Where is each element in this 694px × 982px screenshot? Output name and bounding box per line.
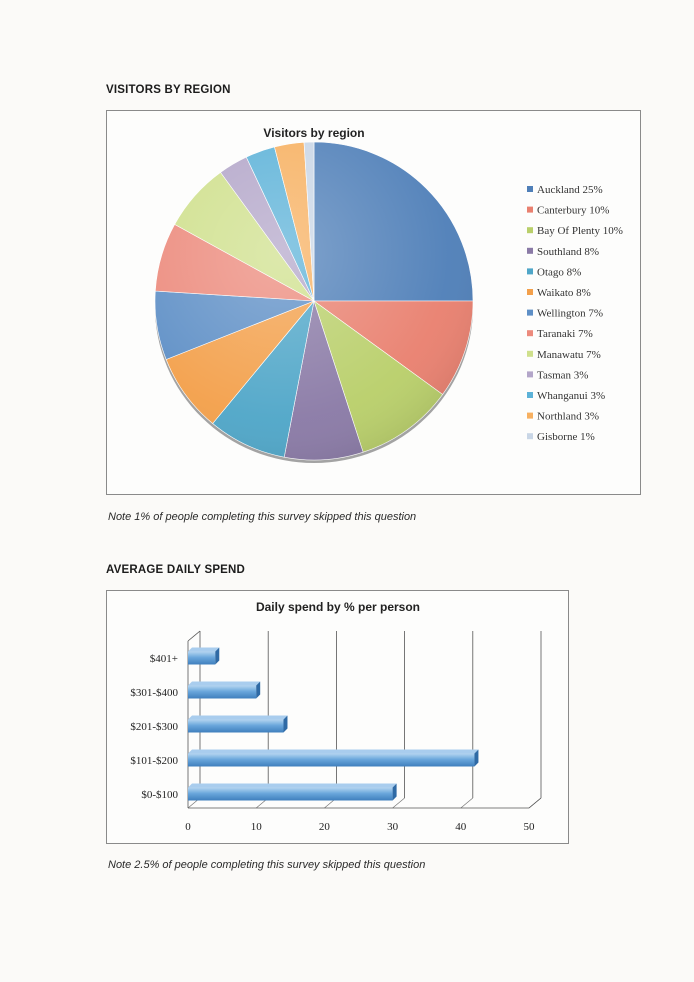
x-tick-label-10: 10 [250,821,262,833]
y-tick-label-401: $401+ [149,653,178,665]
legend-swatch-tasman [527,371,533,377]
bar-201-300 [188,716,287,733]
pie-chart [107,111,640,494]
legend-swatch-auckland [527,186,533,192]
legend-swatch-bay-of-plenty [527,227,533,233]
x-axis-depth-line [529,798,541,808]
pie-chart-frame [106,110,641,495]
legend-label-wellington: Wellington 7% [537,307,604,320]
x-tick-label-50: 50 [523,821,535,833]
legend-label-northland: Northland 3% [537,410,600,423]
y-axis-depth-line [188,631,200,641]
bar-101-200 [188,750,478,767]
bar-0-100 [188,784,397,801]
legend-label-southland: Southland 8% [537,245,600,258]
bar-top-301-400 [188,682,260,686]
bar-301-400 [188,682,260,699]
y-tick-label-201-300: $201-$300 [130,721,178,733]
y-tick-label-101-200: $101-$200 [130,755,178,767]
legend-swatch-northland [527,413,533,419]
legend-label-taranaki: Taranaki 7% [537,328,593,341]
bar-chart-title: Daily spend by % per person [255,600,421,614]
pie-chart-title: Visitors by region [263,126,365,140]
spend-heading: AVERAGE DAILY SPEND [106,564,246,576]
legend-swatch-southland [527,248,533,254]
legend-label-manawatu: Manawatu 7% [537,348,601,361]
legend-label-gisborne: Gisborne 1% [537,431,595,444]
y-tick-label-0-100: $0-$100 [141,789,178,801]
bar-front-0-100 [188,788,393,801]
legend-label-waikato: Waikato 8% [537,287,591,299]
bar-front-201-300 [188,720,283,733]
x-tick-label-20: 20 [318,821,330,833]
bar-chart-frame [106,590,569,844]
bar-front-401 [188,652,215,665]
bar-top-101-200 [188,750,478,754]
visitors-note: Note 1% of people completing this survey skipped this question [108,511,417,523]
bar-front-301-400 [188,686,256,699]
visitors-heading: VISITORS BY REGION [106,84,231,96]
legend-label-tasman: Tasman 3% [537,369,589,382]
bar-chart [107,591,568,843]
legend-label-whanganui: Whanganui 3% [537,390,606,402]
floor-tick-40 [461,798,473,808]
bar-top-401 [188,648,219,652]
x-tick-label-40: 40 [455,821,467,833]
x-tick-label-30: 30 [387,821,399,833]
bar-top-201-300 [188,716,287,720]
y-tick-label-301-400: $301-$400 [130,687,178,699]
legend-label-bay-of-plenty: Bay Of Plenty 10% [537,225,623,238]
bar-front-101-200 [188,754,474,767]
x-tick-label-0: 0 [185,821,191,833]
legend-swatch-otago [527,268,533,274]
legend-label-canterbury: Canterbury 10% [537,204,610,217]
pie-highlight [155,142,473,460]
bar-401 [188,648,219,665]
legend-swatch-wellington [527,310,533,316]
legend-swatch-gisborne [527,433,533,439]
legend-label-otago: Otago 8% [537,266,582,279]
floor-tick-30 [393,798,405,808]
legend-swatch-manawatu [527,351,533,357]
legend-swatch-waikato [527,289,533,295]
legend-swatch-canterbury [527,207,533,213]
bar-top-0-100 [188,784,397,788]
legend-label-auckland: Auckland 25% [537,184,603,196]
legend-swatch-whanganui [527,392,533,398]
legend-swatch-taranaki [527,330,533,336]
spend-note: Note 2.5% of people completing this survey skipped this question [108,859,426,871]
